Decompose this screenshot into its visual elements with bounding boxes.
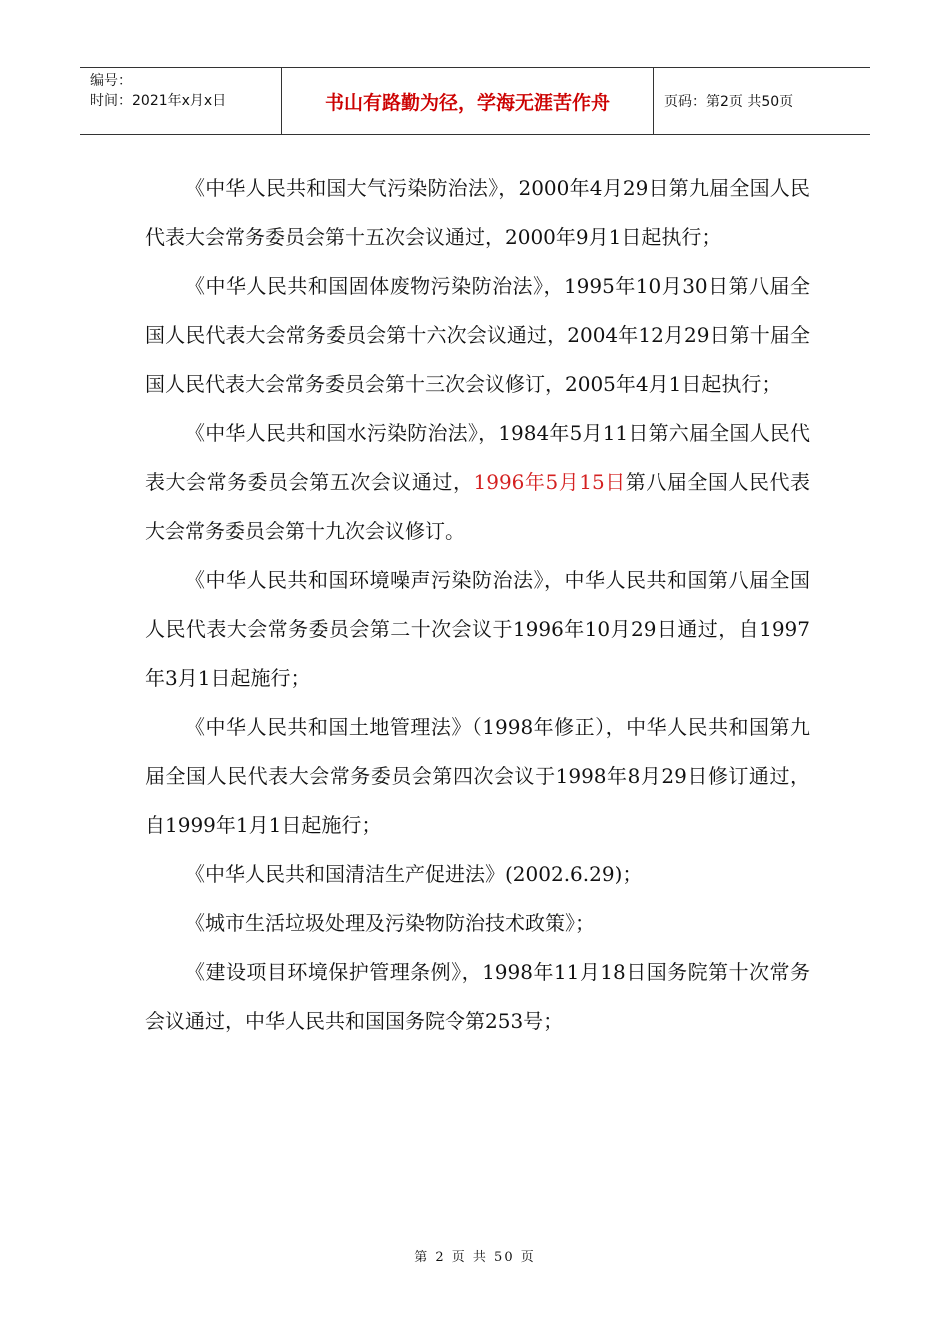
paragraph-noise-pollution-law: 《中华人民共和国环境噪声污染防治法》，中华人民共和国第八届全国人民代表大会常务委员会第二十次会议于1996年10月29日通过，自1997年3月1日起施行； [145, 568, 810, 690]
paragraph-land-management-law: 《中华人民共和国土地管理法》（1998年修正），中华人民共和国第九届全国人民代表大会常务委员会第四次会议于1998年8月29日修订通过，自1999年1月1日起施行； [145, 715, 810, 837]
header-meta [80, 68, 282, 134]
paragraph-text-part: 《中华人民共和国水污染防治法》，1984年5月11日第六届全国人民代表大会常务委员会第五次会议通过， [145, 421, 810, 494]
paragraph-text-part: 第八届全国人民代表大会常务委员会第十九次会议修订。 [145, 470, 811, 543]
page-footer: 第 2 页 共 50 页 [414, 1250, 536, 1265]
paragraph-urban-waste-policy: 《城市生活垃圾处理及污染物防治技术政策》； [185, 911, 595, 935]
paragraph-air-pollution-law: 《中华人民共和国大气污染防治法》，2000年4月29日第九届全国人民代表大会常务委员会第十五次会议通过，2000年9月1日起执行； [145, 176, 810, 249]
header-page-info: 页码：第2页 共50页 [664, 94, 794, 110]
paragraph-solid-waste-law: 《中华人民共和国固体废物污染防治法》，1995年10月30日第八届全国人民代表大会常务委员会第十六次会议通过，2004年12月29日第十届全国人民代表大会常务委员会第十三次会议修订，2005年4月1日起执行； [145, 274, 810, 396]
header-motto: 书山有路勤为径，学海无涯苦作舟 [282, 68, 654, 134]
document-time: 时间：2021年x月x日 [90, 93, 227, 109]
paragraph-water-pollution-law [145, 409, 810, 556]
paragraph-cleaner-production-law: 《中华人民共和国清洁生产促进法》(2002.6.29)； [185, 862, 643, 886]
page-header [80, 67, 870, 135]
document-body [145, 164, 810, 1046]
highlighted-date: 1996年5月15日 [473, 470, 626, 494]
paragraph-construction-regulation: 《建设项目环境保护管理条例》，1998年11月18日国务院第十次常务会议通过，中华人民共和国国务院令第253号； [145, 960, 810, 1033]
document-number: 编号： [90, 73, 132, 89]
